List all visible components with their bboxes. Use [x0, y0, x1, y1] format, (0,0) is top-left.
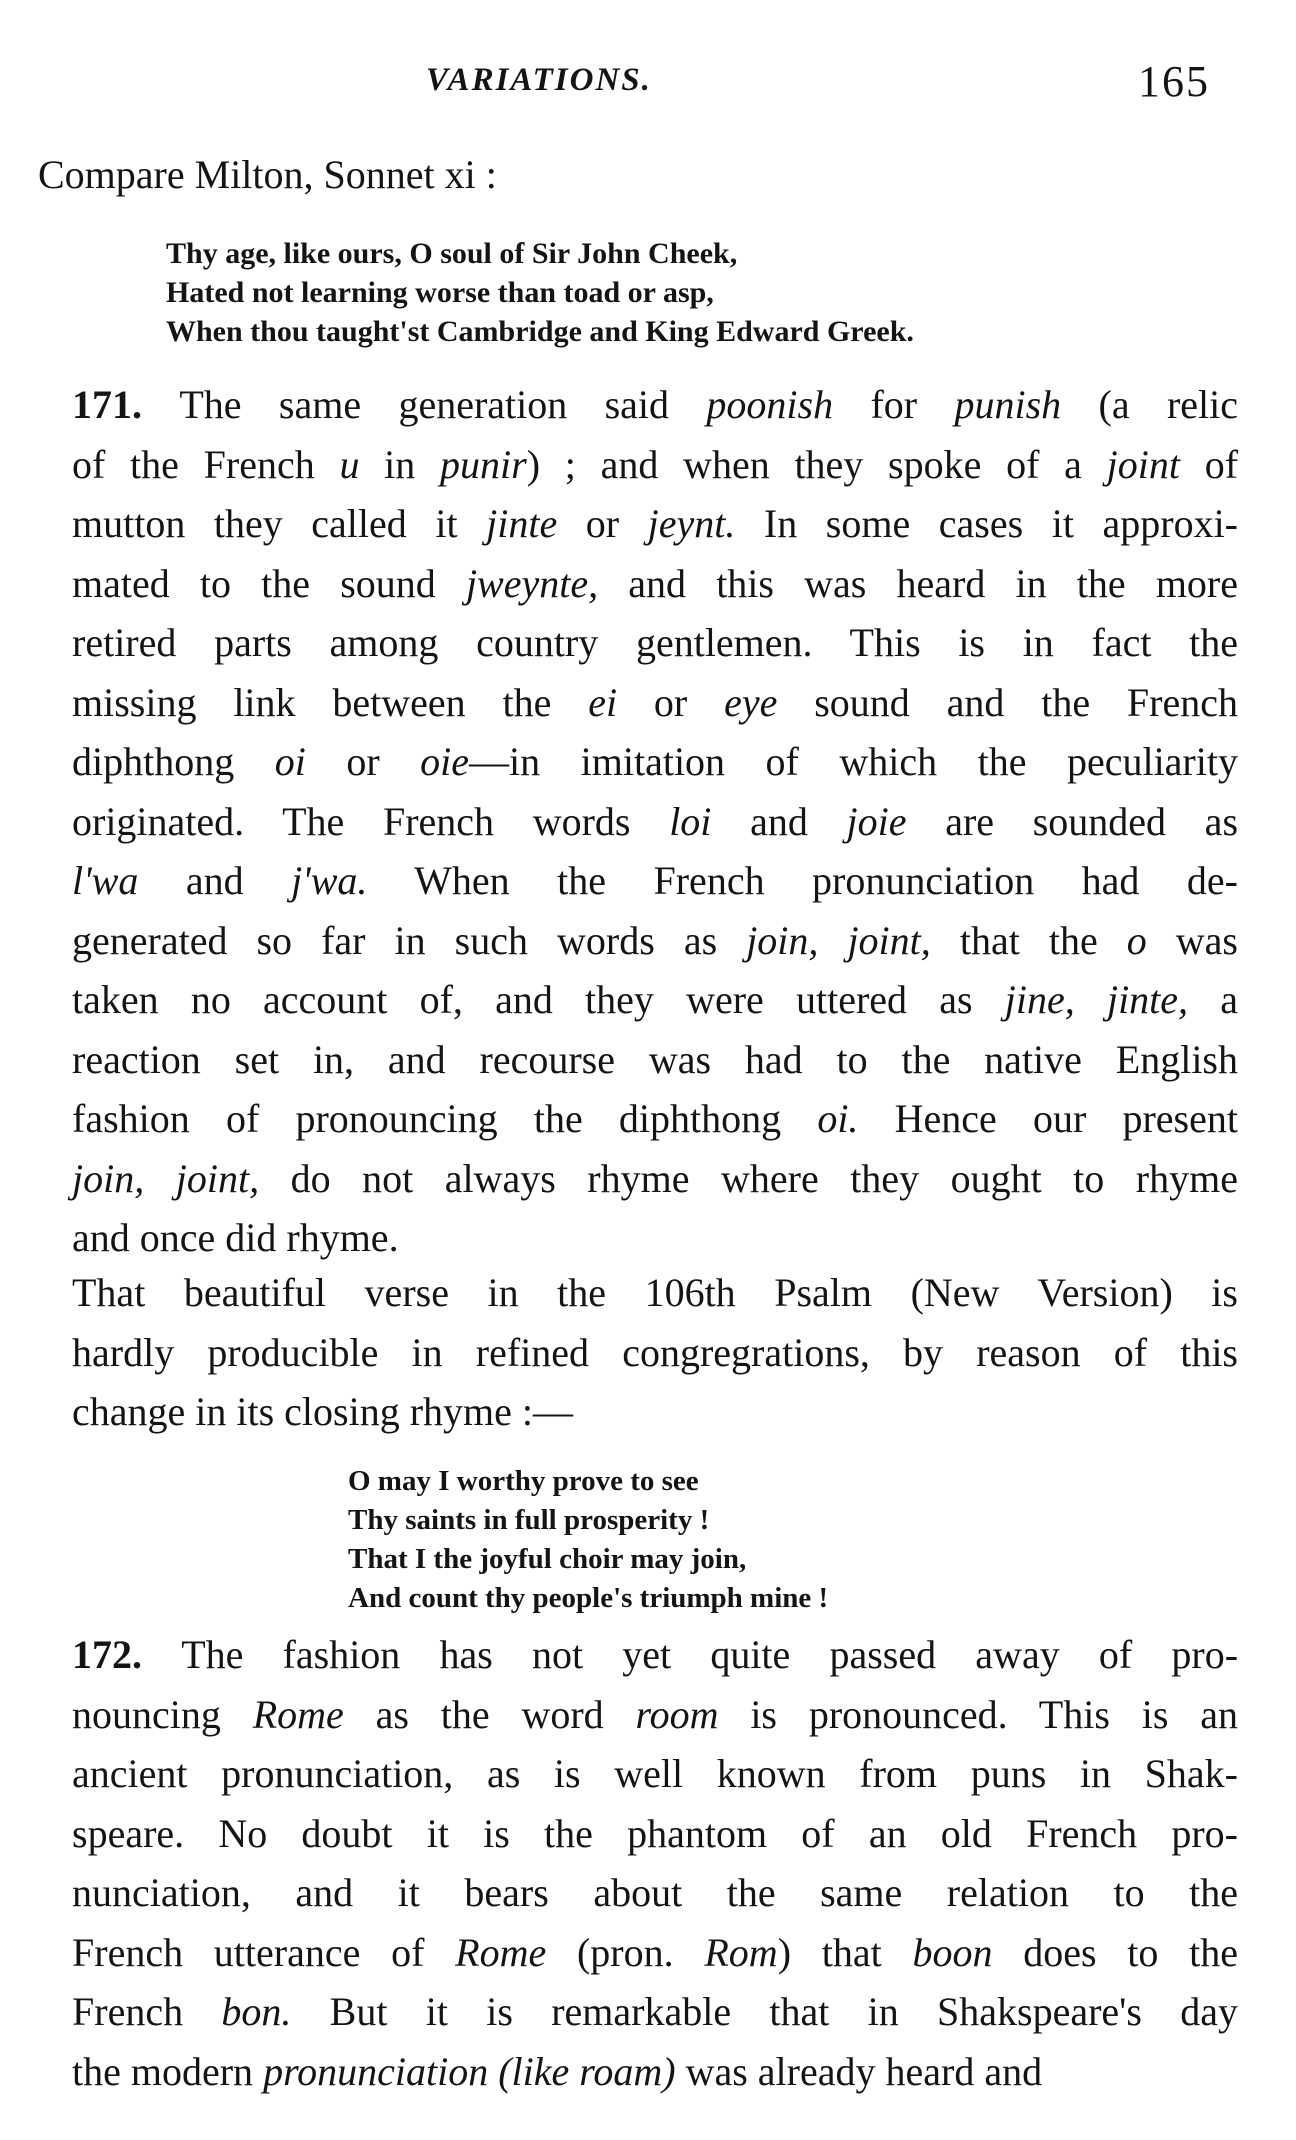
italic-term: Rome	[455, 1929, 547, 1975]
text-line: originated. The French words loi and joie are sounded as	[72, 798, 1239, 844]
paragraph-psalm	[38, 1263, 1238, 1442]
text-line: the modern pronunciation (like roam) was already heard and	[72, 2048, 1043, 2094]
italic-term: jine, jinte,	[1004, 977, 1189, 1022]
text-line: nunciation, and it bears about the same relation to the	[72, 1870, 1238, 1915]
italic-term: Rom	[704, 1929, 778, 1975]
milton-sonnet-quote	[166, 234, 914, 351]
italic-term: poonish	[706, 382, 834, 427]
text-line: 171. The same generation said poonish for punish (a relic	[72, 382, 1239, 427]
italic-term: joie	[846, 798, 907, 844]
italic-term: u	[339, 441, 360, 487]
italic-term: room	[635, 1691, 719, 1737]
italic-term: jinte	[486, 501, 558, 546]
italic-term: oi	[274, 739, 306, 784]
text-line: mutton they called it jinte or jeynt. In some cases it approxi-	[72, 501, 1238, 546]
section-number: 172.	[72, 1632, 182, 1677]
text-line: diphthong oi or oie—in imitation of which the peculiarity	[72, 739, 1238, 784]
text-line: missing link between the ei or eye sound and the French	[72, 679, 1238, 725]
verse-line: O may I worthy prove to see	[348, 1465, 699, 1497]
italic-term: punish	[954, 382, 1062, 427]
text-line: 172. The fashion has not yet quite passed away of pro-	[72, 1632, 1239, 1677]
italic-term: oie	[420, 739, 470, 784]
italic-term: j'wa.	[291, 858, 368, 903]
text-line: French bon. But it is remarkable that in Shakspeare's day	[72, 1989, 1238, 2034]
paragraph-171	[38, 375, 1238, 1268]
italic-term: o	[1126, 917, 1147, 963]
italic-term: jweynte,	[465, 560, 599, 606]
psalm-quote	[348, 1462, 828, 1618]
text-line: change in its closing rhyme :—	[72, 1389, 574, 1434]
italic-term: pronunciation (like roam)	[263, 2048, 676, 2094]
verse-line: Thy saints in full prosperity !	[348, 1504, 710, 1536]
text-line: fashion of pronouncing the diphthong oi. Hence our present	[72, 1096, 1238, 1141]
text-line: of the French u in punir) ; and when they spoke of a joint of	[72, 441, 1239, 487]
italic-term: punir	[440, 441, 527, 487]
italic-term: Rome	[252, 1691, 344, 1737]
verse-line: Hated not learning worse than toad or asp,	[166, 276, 714, 309]
running-head	[38, 57, 1238, 122]
text-line: generated so far in such words as join, joint, that the o was	[72, 917, 1238, 963]
text-line: ancient pronunciation, as is well known from puns in Shak-	[72, 1751, 1238, 1796]
text-line: French utterance of Rome (pron. Rom) that boon does to the	[72, 1929, 1238, 1975]
text-line: reaction set in, and recourse was had to the native English	[72, 1036, 1238, 1082]
italic-term: ei	[588, 679, 618, 725]
text-line: join, joint, do not always rhyme where they ought to rhyme	[72, 1155, 1238, 1201]
italic-term: l'wa	[72, 858, 139, 903]
text-line: mated to the sound jweynte, and this was heard in the more	[72, 560, 1239, 606]
text-line: retired parts among country gentlemen. This is in fact the	[72, 620, 1238, 665]
italic-term: loi	[669, 798, 712, 844]
paragraph-172	[38, 1625, 1238, 2101]
verse-line: When thou taught'st Cambridge and King Edward Greek.	[166, 315, 914, 348]
italic-term: join, joint,	[746, 917, 931, 963]
italic-term: boon	[912, 1929, 993, 1975]
text-line: taken no account of, and they were uttered as jine, jinte, a	[72, 977, 1239, 1022]
text-line: l'wa and j'wa. When the French pronunciation had de-	[72, 858, 1238, 903]
italic-term: bon.	[221, 1989, 292, 2034]
verse-line: Thy age, like ours, O soul of Sir John Cheek,	[166, 237, 738, 270]
italic-term: join, joint,	[72, 1155, 260, 1201]
verse-line: That I the joyful choir may join,	[348, 1543, 747, 1575]
text-line: nouncing Rome as the word room is pronounced. This is an	[72, 1691, 1238, 1737]
section-number: 171.	[72, 382, 180, 427]
italic-term: oi.	[817, 1096, 859, 1141]
text-line: and once did rhyme.	[72, 1215, 399, 1260]
text-line: hardly producible in refined congregrations, by reason of this	[72, 1329, 1238, 1375]
italic-term: eye	[724, 679, 778, 725]
text-line: speare. No doubt it is the phantom of an old French pro-	[72, 1810, 1238, 1856]
running-title: VARIATIONS.	[426, 62, 652, 98]
italic-term: joint	[1106, 441, 1180, 487]
page-number: 165	[1138, 57, 1210, 106]
verse-line: And count thy people's triumph mine !	[348, 1582, 829, 1614]
intro-line: Compare Milton, Sonnet xi :	[38, 152, 497, 197]
text-line: That beautiful verse in the 106th Psalm (New Version) is	[72, 1270, 1238, 1315]
italic-term: jeynt.	[647, 501, 736, 546]
